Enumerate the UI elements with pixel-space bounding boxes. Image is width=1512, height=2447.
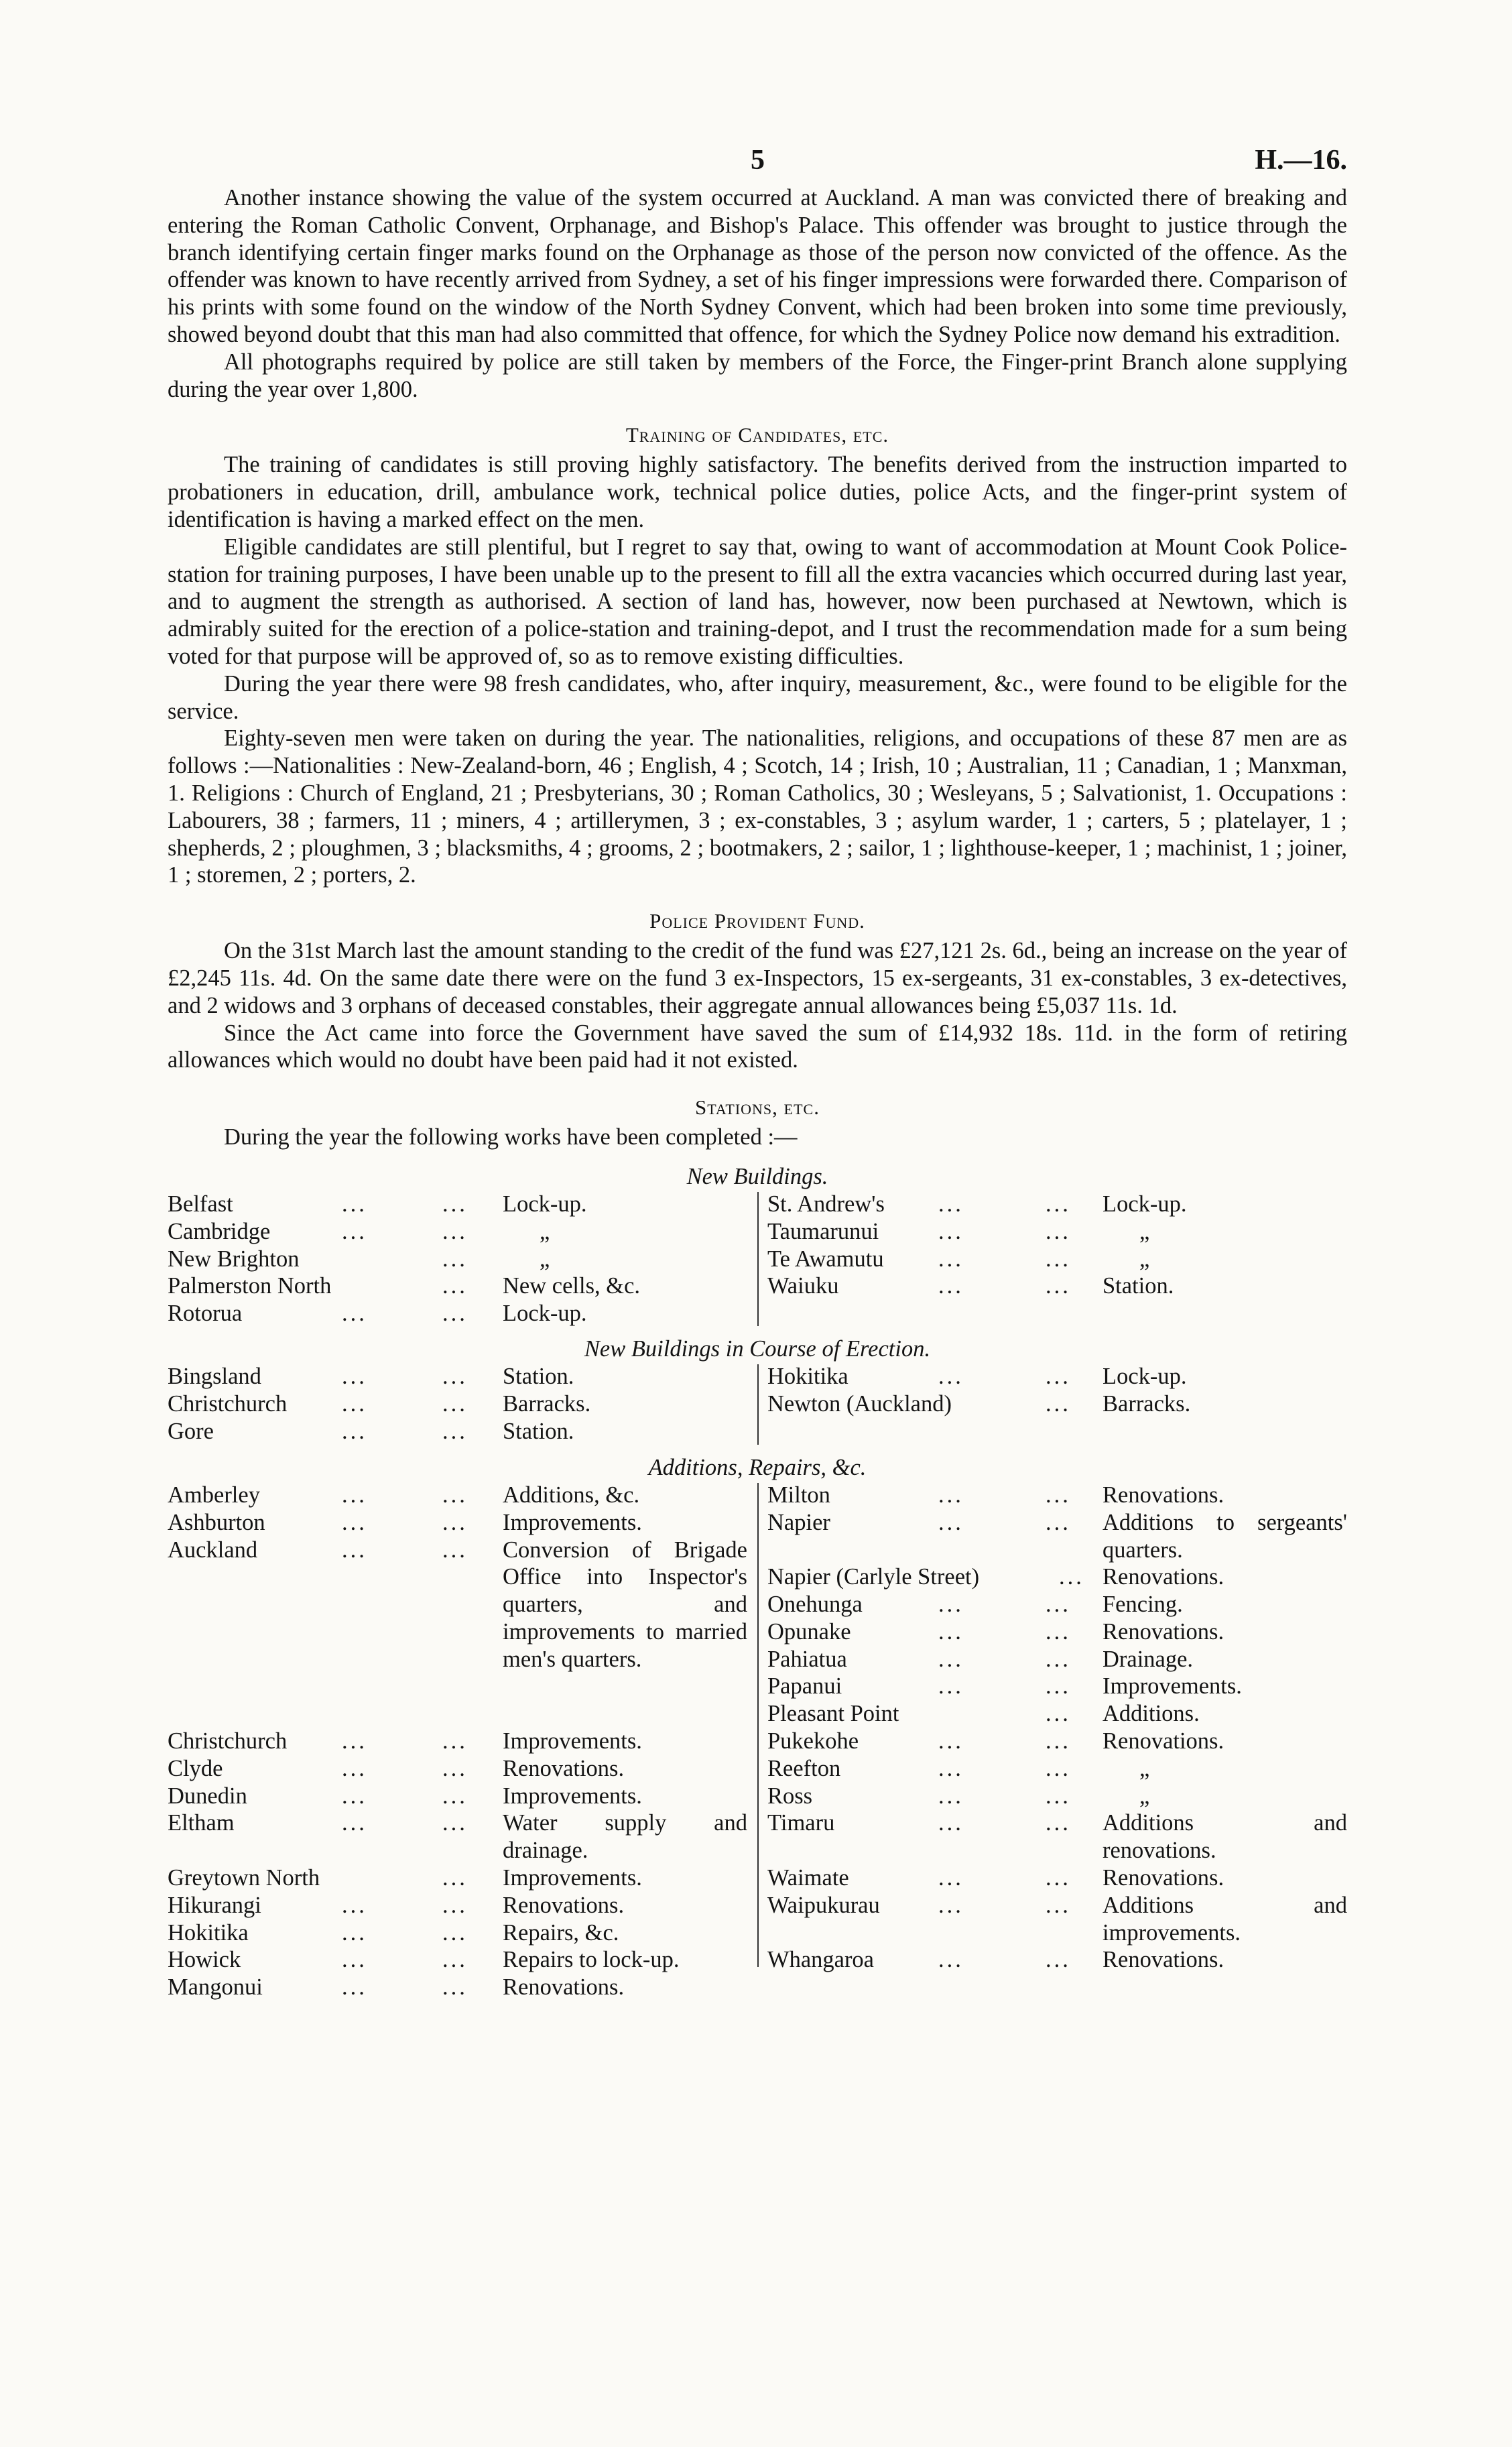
table-row <box>168 1418 757 1445</box>
leader-dots: ... <box>442 1783 468 1809</box>
leader-dots: ... <box>1046 1482 1071 1508</box>
leader-dots: ... <box>342 1783 367 1809</box>
station-name: Hokitika <box>168 1919 249 1946</box>
right-column <box>168 1482 1347 1974</box>
document-page <box>168 144 1347 2001</box>
leader-dots: ... <box>342 1191 367 1217</box>
leader-dots: ... <box>342 1974 367 2001</box>
leader-dots: ... <box>1046 1618 1071 1645</box>
table-new-buildings <box>168 1191 1347 1329</box>
leader-dots: ... <box>442 1246 468 1272</box>
leader-dots: ... <box>938 1218 964 1244</box>
leader-dots: ... <box>938 1783 964 1809</box>
station-name: Howick <box>168 1947 241 1973</box>
section-heading-provident: Police Provident Fund. <box>649 909 865 933</box>
station-name: Ashburton <box>168 1509 265 1535</box>
leader-dots: ... <box>938 1865 964 1891</box>
station-name: Mangonui <box>168 1974 263 2001</box>
station-name: Napier (Carlyle Street) <box>767 1564 980 1590</box>
ditto-mark: „ <box>1139 1755 1150 1781</box>
station-name: Whangaroa <box>767 1947 874 1973</box>
leader-dots: ... <box>442 1363 468 1389</box>
leader-dots: ... <box>442 1218 468 1244</box>
leader-dots: ... <box>342 1418 367 1444</box>
leader-dots: ... <box>442 1728 468 1754</box>
table-row <box>168 1646 1347 1673</box>
leader-dots: ... <box>442 1191 468 1217</box>
station-name: Amberley <box>168 1482 260 1508</box>
leader-dots: ... <box>442 1509 468 1535</box>
leader-dots: ... <box>442 1390 468 1417</box>
work-description: Additions and renovations. <box>1102 1810 1347 1864</box>
work-description: Improvements. <box>503 1509 642 1535</box>
leader-dots: ... <box>342 1509 367 1535</box>
table-row <box>168 1809 1347 1864</box>
table-row <box>168 1591 1347 1618</box>
station-name: Papanui <box>767 1673 842 1699</box>
work-description: Station. <box>1102 1273 1174 1299</box>
leader-dots: ... <box>1059 1564 1084 1590</box>
station-name: Christchurch <box>168 1728 288 1754</box>
leader-dots: ... <box>342 1892 367 1918</box>
leader-dots: ... <box>342 1728 367 1754</box>
station-name: Dunedin <box>168 1783 247 1809</box>
paragraph: Since the Act came into force the Government have saved the sum of £14,932 18s. 11d. in the form of retiring allowances which would no doubt have been paid had it not existed. <box>168 1020 1347 1073</box>
table-row <box>168 1390 1347 1418</box>
work-description: Renovations. <box>503 1755 625 1781</box>
paragraph: On the 31st March last the amount standing to the credit of the fund was £27,121 2s. 6d., being an increase on the year of £2,245 11s. 4d. On the same date there were on the fund 3 ex-Inspectors, 15 ex-sergeants, 31 ex-constables, 3 ex-detectives, and 2 widows and 3 orphans of deceased constables, their aggregate annual allowances being £5,037 11s. 1d. <box>168 938 1347 1018</box>
work-description: Renovations. <box>1102 1728 1224 1754</box>
leader-dots: ... <box>1046 1390 1071 1417</box>
table-row <box>168 1728 1347 1755</box>
leader-dots: ... <box>938 1728 964 1754</box>
work-description: Renovations. <box>1102 1618 1224 1645</box>
right-column <box>168 1191 1347 1300</box>
work-description: Water supply and drainage. <box>503 1810 747 1864</box>
station-name: Pleasant Point <box>767 1701 899 1727</box>
station-name: Taumarunui <box>767 1218 879 1244</box>
station-name: Christchurch <box>168 1390 288 1417</box>
table-row <box>168 1300 757 1327</box>
station-name: Greytown North <box>168 1865 320 1891</box>
leader-dots: ... <box>442 1273 468 1299</box>
station-name: St. Andrew's <box>767 1191 885 1217</box>
leader-dots: ... <box>938 1592 964 1618</box>
leader-dots: ... <box>938 1947 964 1973</box>
work-description: New cells, &c. <box>503 1273 641 1299</box>
ditto-mark: „ <box>540 1218 550 1244</box>
table-row <box>168 1218 1347 1246</box>
work-description: Lock-up. <box>503 1191 587 1217</box>
leader-dots: ... <box>442 1418 468 1444</box>
leader-dots: ... <box>342 1482 367 1508</box>
page-number: 5 <box>751 145 765 176</box>
station-name: Waipukurau <box>767 1892 880 1918</box>
leader-dots: ... <box>442 1755 468 1781</box>
work-description: Lock-up. <box>1102 1191 1187 1217</box>
work-description: Barracks. <box>1102 1390 1191 1417</box>
station-name: New Brighton <box>168 1246 300 1272</box>
station-name: Napier <box>767 1509 830 1535</box>
station-name: Auckland <box>168 1537 258 1563</box>
station-name: Waiuku <box>767 1273 839 1299</box>
work-description: Drainage. <box>1102 1646 1194 1672</box>
work-description: Repairs to lock-up. <box>503 1947 680 1973</box>
leader-dots: ... <box>938 1363 964 1389</box>
table-row <box>168 1783 1347 1810</box>
station-name: Onehunga <box>767 1592 863 1618</box>
leader-dots: ... <box>938 1810 964 1836</box>
leader-dots: ... <box>342 1919 367 1946</box>
station-name: Pukekohe <box>767 1728 859 1754</box>
leader-dots: ... <box>938 1191 964 1217</box>
work-description: Lock-up. <box>503 1301 587 1327</box>
station-name: Opunake <box>767 1618 851 1645</box>
work-description: Renovations. <box>1102 1947 1224 1973</box>
leader-dots: ... <box>1046 1783 1071 1809</box>
table-row <box>168 1892 1347 1947</box>
table-row <box>168 1191 1347 1218</box>
paragraph: Eighty-seven men were taken on during the year. The nationalities, religions, and occupations of these 87 men are as follows :—Nationalities : New-Zealand-born, 46 ; English, 4 ; Scotch, 14 ; Irish, 10 ; Australian, 11 ; Canadian, 1 ; Manxman, 1. Religions : Church of England, 21 ; Presbyterians, 30 ; Roman Catholics, 30 ; Wesleyans, 5 ; Salvationist, 1. Occupations : Labourers, 38 ; farmers, 11 ; miners, 4 ; artillerymen, 3 ; ex-constables, 3 ; asylum warder, 1 ; carters, 5 ; platelayer, 1 ; shepherds, 2 ; ploughmen, 3 ; blacksmiths, 4 ; grooms, 2 ; bootmakers, 2 ; sailor, 1 ; lighthouse-keeper, 1 ; machinist, 1 ; joiner, 1 ; storemen, 2 ; porters, 2. <box>168 725 1347 888</box>
work-description: Additions and improvements. <box>1102 1892 1347 1946</box>
leader-dots: ... <box>442 1537 468 1563</box>
work-description: Barracks. <box>503 1390 591 1417</box>
table-additions <box>168 1482 1347 2001</box>
station-name: Milton <box>767 1482 830 1508</box>
station-name: Ross <box>767 1783 813 1809</box>
leader-dots: ... <box>1046 1592 1071 1618</box>
leader-dots: ... <box>442 1974 468 2001</box>
leader-dots: ... <box>442 1919 468 1946</box>
table-row <box>168 1563 1347 1591</box>
work-description: Renovations. <box>1102 1564 1224 1590</box>
work-description: Lock-up. <box>1102 1363 1187 1389</box>
section-heading-training: Training of Candidates, etc. <box>625 423 889 447</box>
document-reference: H.—16. <box>1255 145 1347 176</box>
leader-dots: ... <box>1046 1363 1071 1389</box>
station-name: Hikurangi <box>168 1892 261 1918</box>
work-description: Additions, &c. <box>503 1482 640 1508</box>
leader-dots: ... <box>938 1509 964 1535</box>
leader-dots: ... <box>342 1390 367 1417</box>
leader-dots: ... <box>1046 1509 1071 1535</box>
leader-dots: ... <box>938 1755 964 1781</box>
table-title-in-course: New Buildings in Course of Erection. <box>584 1335 931 1362</box>
table-row <box>168 1482 1347 1509</box>
station-name: Cambridge <box>168 1218 271 1244</box>
station-name: Rotorua <box>168 1301 243 1327</box>
table-row <box>168 1974 757 2001</box>
leader-dots: ... <box>442 1810 468 1836</box>
station-name: Newton (Auckland) <box>767 1390 952 1417</box>
work-description: Renovations. <box>503 1892 625 1918</box>
paragraph: All photographs required by police are still taken by members of the Force, the Finger-print Branch alone supplying during the year over 1,800. <box>168 349 1347 402</box>
leader-dots: ... <box>1046 1673 1071 1699</box>
leader-dots: ... <box>1046 1865 1071 1891</box>
leader-dots: ... <box>342 1363 367 1389</box>
leader-dots: ... <box>1046 1810 1071 1836</box>
work-description: Improvements. <box>503 1865 642 1891</box>
leader-dots: ... <box>1046 1892 1071 1918</box>
leader-dots: ... <box>342 1537 367 1563</box>
leader-dots: ... <box>442 1865 468 1891</box>
table-in-course <box>168 1363 1347 1447</box>
leader-dots: ... <box>342 1301 367 1327</box>
leader-dots: ... <box>938 1673 964 1699</box>
leader-dots: ... <box>442 1482 468 1508</box>
table-title-additions: Additions, Repairs, &c. <box>648 1454 867 1480</box>
leader-dots: ... <box>442 1892 468 1918</box>
leader-dots: ... <box>1046 1728 1071 1754</box>
table-title-new-buildings: New Buildings. <box>686 1163 828 1189</box>
leader-dots: ... <box>1046 1218 1071 1244</box>
leader-dots: ... <box>938 1892 964 1918</box>
ditto-mark: „ <box>1139 1218 1150 1244</box>
work-description: Renovations. <box>1102 1482 1224 1508</box>
work-description: Station. <box>503 1363 574 1389</box>
table-row <box>168 1618 1347 1646</box>
leader-dots: ... <box>1046 1273 1071 1299</box>
paragraph: Eligible candidates are still plentiful, but I regret to say that, owing to want of accommodation at Mount Cook Police-station for training purposes, I have been unable up to the present to fill all the extra vacancies which occurred during last year, and to augment the strength as authorised. A section of land has, however, now been purchased at Newtown, which is admirably suited for the erection of a police-station and training-depot, and I trust the recommendation made for a sum being voted for that purpose will be approved of, so as to remove existing difficulties. <box>168 534 1347 669</box>
work-description: Renovations. <box>503 1974 625 2001</box>
work-description: Improvements. <box>503 1728 642 1754</box>
table-row <box>168 1246 1347 1273</box>
leader-dots: ... <box>1046 1755 1071 1781</box>
ditto-mark: „ <box>540 1246 550 1272</box>
station-name: Palmerston North <box>168 1273 332 1299</box>
leader-dots: ... <box>342 1947 367 1973</box>
leader-dots: ... <box>442 1947 468 1973</box>
station-name: Pahiatua <box>767 1646 847 1672</box>
station-name: Gore <box>168 1418 214 1444</box>
leader-dots: ... <box>1046 1246 1071 1272</box>
leader-dots: ... <box>938 1246 964 1272</box>
table-row <box>168 1755 1347 1783</box>
leader-dots: ... <box>1046 1701 1071 1727</box>
station-name: Belfast <box>168 1191 233 1217</box>
work-description: Additions to sergeants' quarters. <box>1102 1509 1347 1563</box>
leader-dots: ... <box>1046 1646 1071 1672</box>
page-header <box>168 144 1347 184</box>
station-name: Reefton <box>767 1755 841 1781</box>
station-name: Waimate <box>767 1865 849 1891</box>
leader-dots: ... <box>342 1810 367 1836</box>
leader-dots: ... <box>442 1301 468 1327</box>
work-description: Renovations. <box>1102 1865 1224 1891</box>
table-row <box>168 1700 1347 1728</box>
ditto-mark: „ <box>1139 1783 1150 1809</box>
ditto-mark: „ <box>1139 1246 1150 1272</box>
leader-dots: ... <box>938 1618 964 1645</box>
table-row <box>168 1363 1347 1390</box>
table-row <box>168 1864 1347 1892</box>
work-description: Additions. <box>1102 1701 1200 1727</box>
station-name: Hokitika <box>767 1363 848 1389</box>
section-heading-stations: Stations, etc. <box>695 1095 820 1120</box>
paragraph: During the year there were 98 fresh candidates, who, after inquiry, measurement, &c., were found to be eligible for the service. <box>168 670 1347 724</box>
station-name: Te Awamutu <box>767 1246 884 1272</box>
paragraph: Another instance showing the value of the system occurred at Auckland. A man was convicted there of breaking and entering the Roman Catholic Convent, Orphanage, and Bishop's Palace. This offender was brought to justice through the branch identifying certain finger marks found on the Orphanage as those of the person now convicted of the offence. As the offender was known to have recently arrived from Sydney, a set of his finger impressions were forwarded there. Comparison of his prints with some found on the window of the North Sydney Convent, which had been broken into some time previously, showed beyond doubt that this man had also committed that offence, for which the Sydney Police now demand his extradition. <box>168 185 1347 347</box>
leader-dots: ... <box>342 1755 367 1781</box>
leader-dots: ... <box>342 1218 367 1244</box>
station-name: Bingsland <box>168 1363 261 1389</box>
paragraph: The training of candidates is still proving highly satisfactory. The benefits derived from the instruction imparted to probationers in education, drill, ambulance work, technical police duties, police Acts, and the finger-print system of identification is having a marked effect on the men. <box>168 452 1347 532</box>
work-description: Fencing. <box>1102 1592 1183 1618</box>
work-description: Repairs, &c. <box>503 1919 619 1946</box>
right-column <box>168 1363 1347 1418</box>
table-row <box>168 1946 1347 1974</box>
station-name: Timaru <box>767 1810 835 1836</box>
work-description: Improvements. <box>1102 1673 1242 1699</box>
work-description: Conversion of Brigade Office into Inspector's quarters, and improvements to married men's quarters. <box>503 1537 747 1672</box>
station-name: Clyde <box>168 1755 223 1781</box>
leader-dots: ... <box>938 1646 964 1672</box>
work-description: Station. <box>503 1418 574 1444</box>
leader-dots: ... <box>1046 1947 1071 1973</box>
leader-dots: ... <box>938 1482 964 1508</box>
station-name: Eltham <box>168 1810 235 1836</box>
stations-intro: During the year the following works have been completed :— <box>224 1124 798 1150</box>
work-description: Improvements. <box>503 1783 642 1809</box>
table-row <box>168 1272 1347 1300</box>
leader-dots: ... <box>938 1273 964 1299</box>
table-row <box>168 1673 1347 1700</box>
leader-dots: ... <box>1046 1191 1071 1217</box>
table-row <box>168 1509 1347 1564</box>
